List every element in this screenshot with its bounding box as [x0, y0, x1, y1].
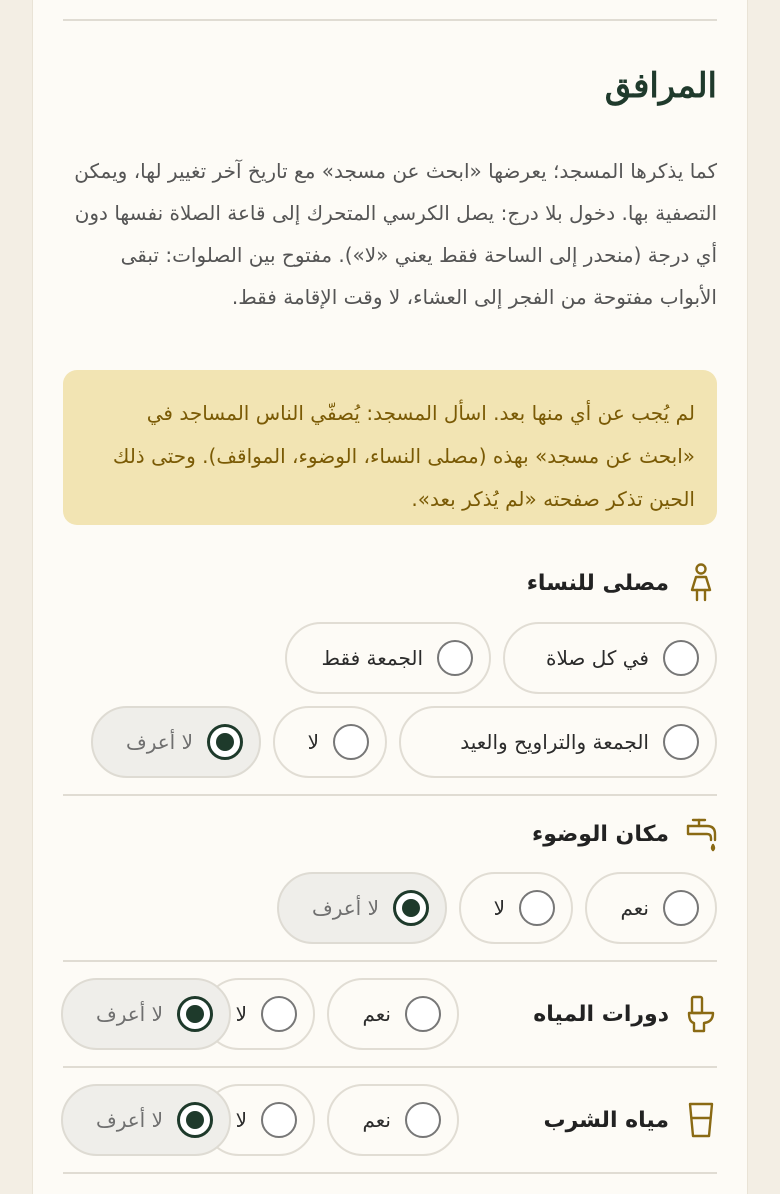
option-label: لا: [235, 1108, 247, 1132]
option-dont-know[interactable]: [277, 872, 447, 944]
radio-circle-selected[interactable]: [177, 996, 213, 1032]
water-glass-icon: [685, 1100, 717, 1140]
option-label: نعم: [620, 896, 649, 920]
radio-circle[interactable]: [663, 890, 699, 926]
option-label: لا أعرف: [311, 896, 379, 920]
radio-circle[interactable]: [261, 996, 297, 1032]
option-friday-only[interactable]: [285, 622, 491, 694]
option-label: الجمعة فقط: [321, 646, 423, 670]
facility-label-text: مصلى للنساء: [526, 570, 669, 596]
radio-circle-selected[interactable]: [393, 890, 429, 926]
divider: [63, 19, 717, 21]
radio-circle[interactable]: [437, 640, 473, 676]
radio-circle[interactable]: [405, 1102, 441, 1138]
radio-circle[interactable]: [519, 890, 555, 926]
option-no[interactable]: [459, 872, 573, 944]
option-every-prayer[interactable]: [503, 622, 717, 694]
radio-circle[interactable]: [663, 640, 699, 676]
notice-banner: لم يُجب عن أي منها بعد. اسأل المسجد: يُصفّي الناس المساجد في «ابحث عن مسجد» بهذه (مصلى النساء، الوضوء، المواقف). وحتى ذلك الحين تذكر صفحته «لم يُذكر بعد».: [63, 370, 717, 525]
facility-label-drinking-water: [544, 1100, 718, 1140]
section-description: كما يذكرها المسجد؛ يعرضها «ابحث عن مسجد» مع تاريخ آخر تغيير لها، ويمكن التصفية بها. دخول بلا درج: يصل الكرسي المتحرك إلى قاعة الصلاة نفسها دون أي درجة (منحدر إلى الساحة فقط يعني «لا»). مفتوح بين الصلوات: تبقى الأبواب مفتوحة من الفجر إلى العشاء، لا وقت الإقامة فقط.: [74, 159, 717, 309]
option-dont-know[interactable]: [91, 706, 261, 778]
option-yes[interactable]: [585, 872, 717, 944]
facility-label-text: دورات المياه: [533, 1001, 669, 1027]
option-yes[interactable]: [327, 1084, 459, 1156]
option-label: نعم: [362, 1002, 391, 1026]
option-label: في كل صلاة: [545, 646, 649, 670]
toilet-icon: [685, 994, 717, 1034]
divider: [63, 1066, 717, 1068]
facility-label-women: [527, 563, 717, 603]
divider: [63, 960, 717, 962]
option-dont-know[interactable]: [61, 1084, 231, 1156]
woman-icon: [685, 563, 717, 603]
facility-label-text: مكان الوضوء: [531, 821, 669, 847]
option-no[interactable]: [273, 706, 387, 778]
option-yes[interactable]: [327, 978, 459, 1050]
option-label: لا أعرف: [95, 1002, 163, 1026]
radio-circle[interactable]: [405, 996, 441, 1032]
radio-circle[interactable]: [663, 724, 699, 760]
option-label: الجمعة والتراويح والعيد: [460, 730, 649, 754]
radio-circle-selected[interactable]: [207, 724, 243, 760]
section-title: المرافق: [604, 66, 717, 106]
option-label: لا: [235, 1002, 247, 1026]
divider: [63, 794, 717, 796]
option-label: نعم: [362, 1108, 391, 1132]
option-label: لا: [307, 730, 319, 754]
facility-label-toilets: [533, 994, 717, 1034]
option-dont-know[interactable]: [61, 978, 231, 1050]
radio-circle[interactable]: [333, 724, 369, 760]
radio-circle[interactable]: [261, 1102, 297, 1138]
facility-label-text: مياه الشرب: [543, 1107, 669, 1133]
faucet-icon: [685, 814, 717, 854]
radio-circle-selected[interactable]: [177, 1102, 213, 1138]
facilities-card: [32, 0, 748, 1194]
option-label: لا أعرف: [125, 730, 193, 754]
divider: [63, 1172, 717, 1174]
option-friday-taraweeh-eid[interactable]: [399, 706, 717, 778]
option-label: لا: [493, 896, 505, 920]
option-label: لا أعرف: [95, 1108, 163, 1132]
facility-label-wudu: [532, 814, 717, 854]
